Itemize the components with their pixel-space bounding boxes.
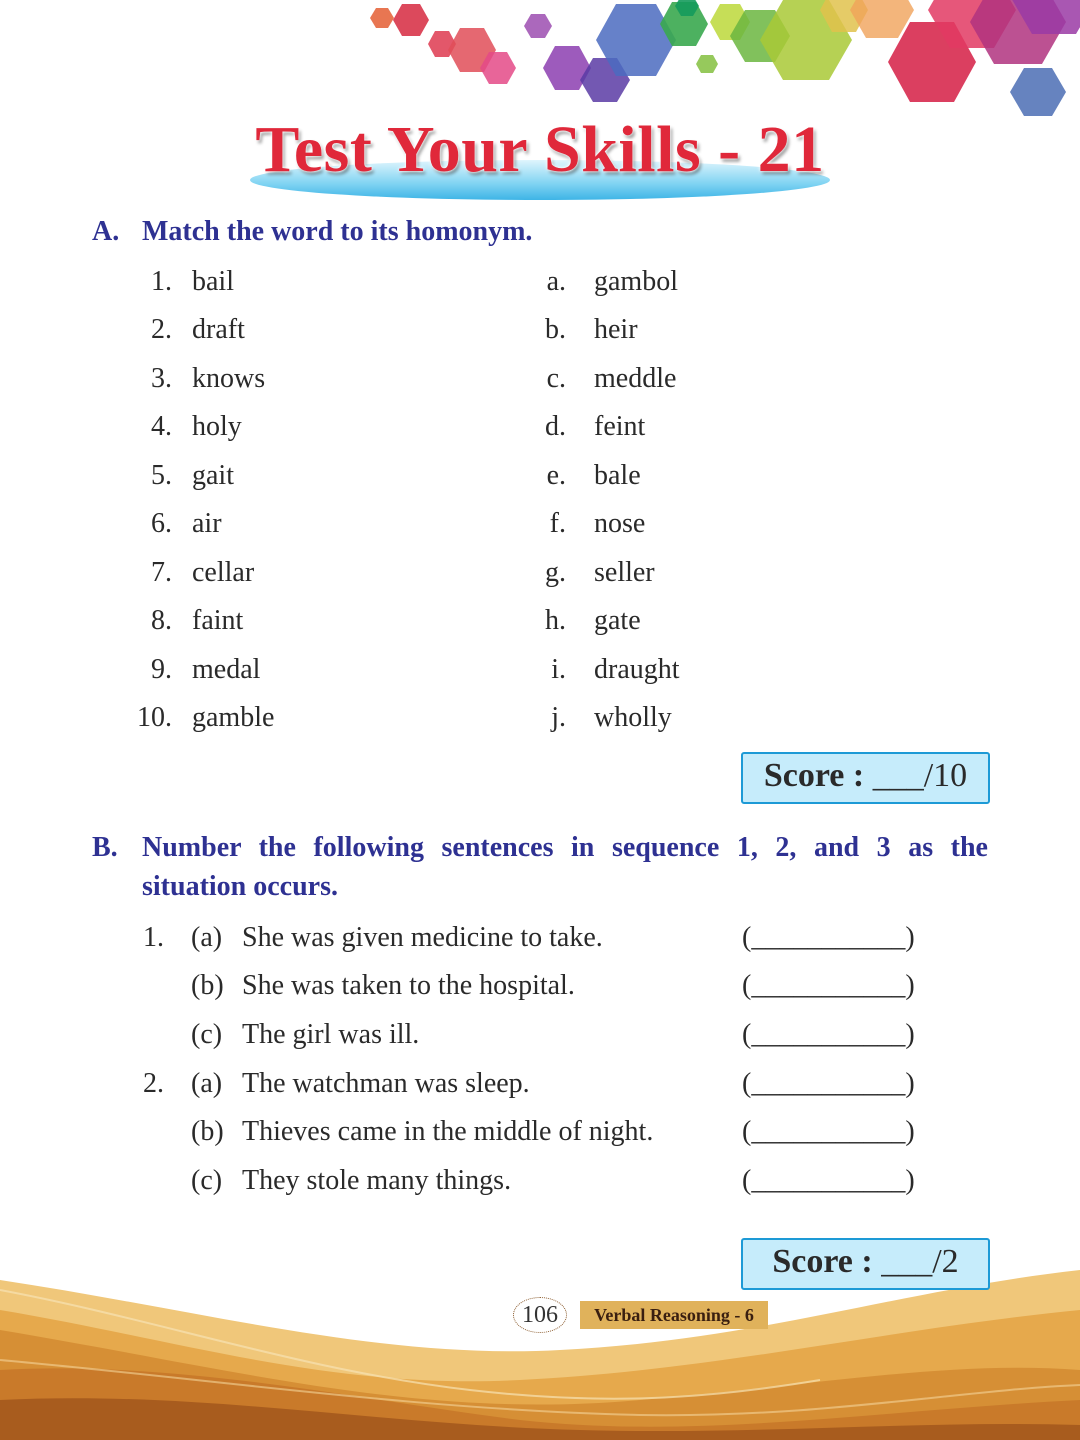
page-number: 106 bbox=[513, 1297, 567, 1333]
score-box-a: Score : ___/10 bbox=[741, 752, 990, 804]
sentence-text: She was taken to the hospital. bbox=[242, 970, 575, 1001]
sentence-text: They stole many things. bbox=[242, 1165, 512, 1196]
book-title-label: Verbal Reasoning - 6 bbox=[580, 1301, 768, 1329]
sentence-text: Thieves came in the middle of night. bbox=[242, 1116, 654, 1147]
answer-blank[interactable]: (___________) bbox=[742, 1068, 915, 1099]
answer-blank[interactable]: (___________) bbox=[742, 1019, 915, 1050]
sentence-text: She was given medicine to take. bbox=[242, 922, 603, 953]
sentence-text: The girl was ill. bbox=[242, 1019, 420, 1050]
group-number: 2. bbox=[143, 1068, 164, 1099]
sentence-text: The watchman was sleep. bbox=[242, 1068, 530, 1099]
section-b-instruction: Number the following sentences in sequence 1, 2, and 3 as the bbox=[142, 832, 988, 863]
answer-blank[interactable]: (___________) bbox=[742, 1116, 915, 1147]
item-label: (b) bbox=[191, 970, 224, 1001]
group-number: 1. bbox=[143, 922, 164, 953]
hexagon-decoration bbox=[0, 0, 1080, 130]
item-label: (a) bbox=[191, 922, 223, 953]
section-a-letter: A. bbox=[92, 216, 120, 247]
section-b-instruction-cont: situation occurs. bbox=[142, 871, 338, 902]
page-title: Test Your Skills - 21 bbox=[255, 113, 825, 186]
item-label: (c) bbox=[191, 1019, 223, 1050]
item-label: (b) bbox=[191, 1116, 224, 1147]
score-box-b: Score : ___/2 bbox=[741, 1238, 990, 1290]
item-label: (c) bbox=[191, 1165, 223, 1196]
score-blank[interactable]: ___ bbox=[872, 757, 924, 794]
sequence-group-2 bbox=[0, 1064, 1080, 1214]
sequence-group-1 bbox=[0, 918, 1080, 1068]
right-column: a. gambol b. heir c. meddle d. feint e. bale f. nose g. seller h. gate i. draught j. wholly bbox=[545, 266, 680, 733]
answer-blank[interactable]: (___________) bbox=[742, 1165, 915, 1196]
answer-blank[interactable]: (___________) bbox=[742, 922, 915, 953]
item-label: (a) bbox=[191, 1068, 223, 1099]
left-column: 1. bail 2. draft 3. knows 4. holy 5. gait 6. air 7. cellar 8. faint 9. medal 10. gamble bbox=[137, 266, 275, 733]
section-a-instruction: Match the word to its homonym. bbox=[142, 216, 533, 247]
score-blank[interactable]: ___ bbox=[881, 1243, 933, 1280]
answer-blank[interactable]: (___________) bbox=[742, 970, 915, 1001]
section-b-letter: B. bbox=[92, 832, 118, 863]
